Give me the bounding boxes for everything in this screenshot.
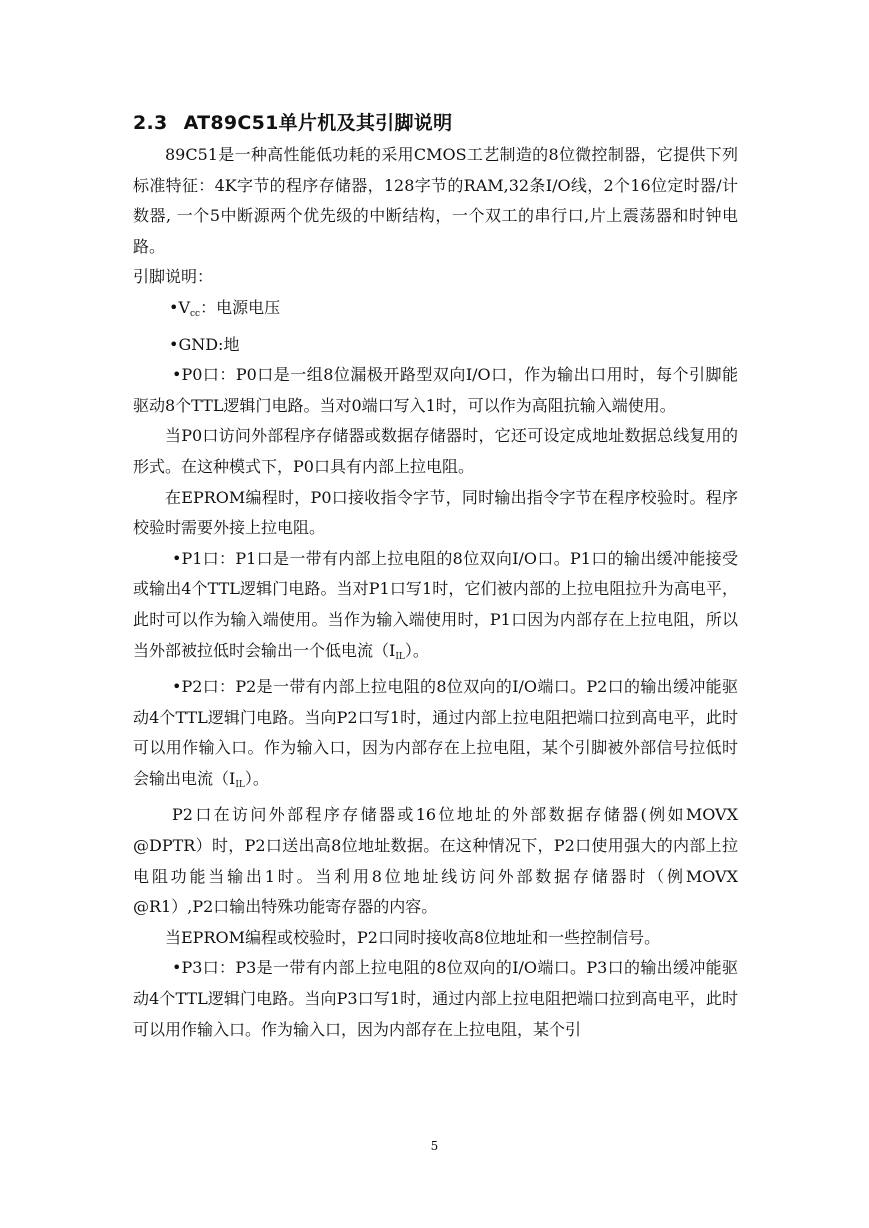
p1-text: •P1口：P1口是一带有内部上拉电阻的8位双向I/O口。P1口的输出缓冲能接受或输出4个TTL逻辑门电路。当对P1口写1时，它们被内部的上拉电阻拉升为高电平，此时可以作为输入端使用。当作为输入端使用时，P1口因为内部存在上拉电阻，所以当外部被拉低时会输出一个低电流（I — [133, 548, 738, 660]
p0-eprom-paragraph: 在EPROM编程时，P0口接收指令字节，同时输出指令字节在程序校验时。程序校验时需要外接上拉电阻。 — [133, 487, 738, 538]
p2-external-paragraph: P2口在访问外部程序存储器或16位地址的外部数据存储器(例如MOVX @DPTR）时，P2口送出高8位地址数据。在这种情况下，P2口使用强大的内部上拉电阻功能当输出1时。当利用8位地址线访问外部数据存储器时（例MOVX @R1）,P2口输出特殊功能寄存器的内容。 — [133, 805, 738, 917]
p1-paragraph — [133, 544, 738, 672]
p2-text: •P2口：P2是一带有内部上拉电阻的8位双向的I/O端口。P2口的输出缓冲能驱动4个TTL逻辑门电路。当向P2口写1时，通过内部上拉电阻把端口拉到高电平，此时可以用作输入口。作为输入口，因为内部存在上拉电阻，某个引脚被外部信号拉低时会输出电流（I — [133, 677, 738, 788]
vcc-suffix: ：电源电压 — [200, 297, 281, 317]
p0-paragraph: •P0口：P0口是一组8位漏极开路型双向I/O口，作为输出口用时，每个引脚能驱动8个TTL逻辑门电路。当对0端口写入1时，可以作为高阻抗输入端使用。 — [133, 365, 738, 415]
vcc-bullet — [133, 293, 738, 330]
body-text — [133, 140, 738, 1045]
p1-end: ）。 — [404, 640, 429, 660]
section-heading — [133, 108, 452, 135]
p3-paragraph: •P3口：P3是一带有内部上拉电阻的8位双向的I/O端口。P3口的输出缓冲能驱动4个TTL逻辑门电路。当向P3口写1时，通过内部上拉电阻把端口拉到高电平，此时可以用作输入口。作为输入口，因为内部存在上拉电阻，某个引 — [133, 958, 738, 1039]
section-title: AT89C51单片机及其引脚说明 — [183, 112, 453, 134]
section-number: 2.3 — [133, 112, 168, 134]
vcc-subscript: cc — [190, 308, 201, 319]
page-number: 5 — [430, 1139, 439, 1153]
p2-subscript: IL — [235, 779, 245, 790]
p2-paragraph — [133, 672, 738, 800]
p2-eprom-paragraph: 当EPROM编程或校验时，P2口同时接收高8位地址和一些控制信号。 — [165, 927, 661, 947]
gnd-bullet: •GND:地 — [169, 334, 240, 354]
p2-end: ）。 — [244, 768, 269, 788]
pin-description-heading: 引脚说明： — [133, 267, 214, 287]
p1-subscript: IL — [395, 651, 405, 662]
vcc-prefix: •V — [169, 297, 190, 317]
p0-bus-paragraph: 当P0口访问外部程序存储器或数据存储器时，它还可设定成地址数据总线复用的形式。在这种模式下，P0口具有内部上拉电阻。 — [133, 426, 738, 476]
intro-paragraph: 89C51是一种高性能低功耗的采用CMOS工艺制造的8位微控制器，它提供下列标准特征：4K字节的程序存储器，128字节的RAM,32条I/O线，2个16位定时器/计数器, 一个5中断源两个优先级的中断结构，一个双工的串行口,片上震荡器和时钟电路。 — [133, 145, 738, 256]
